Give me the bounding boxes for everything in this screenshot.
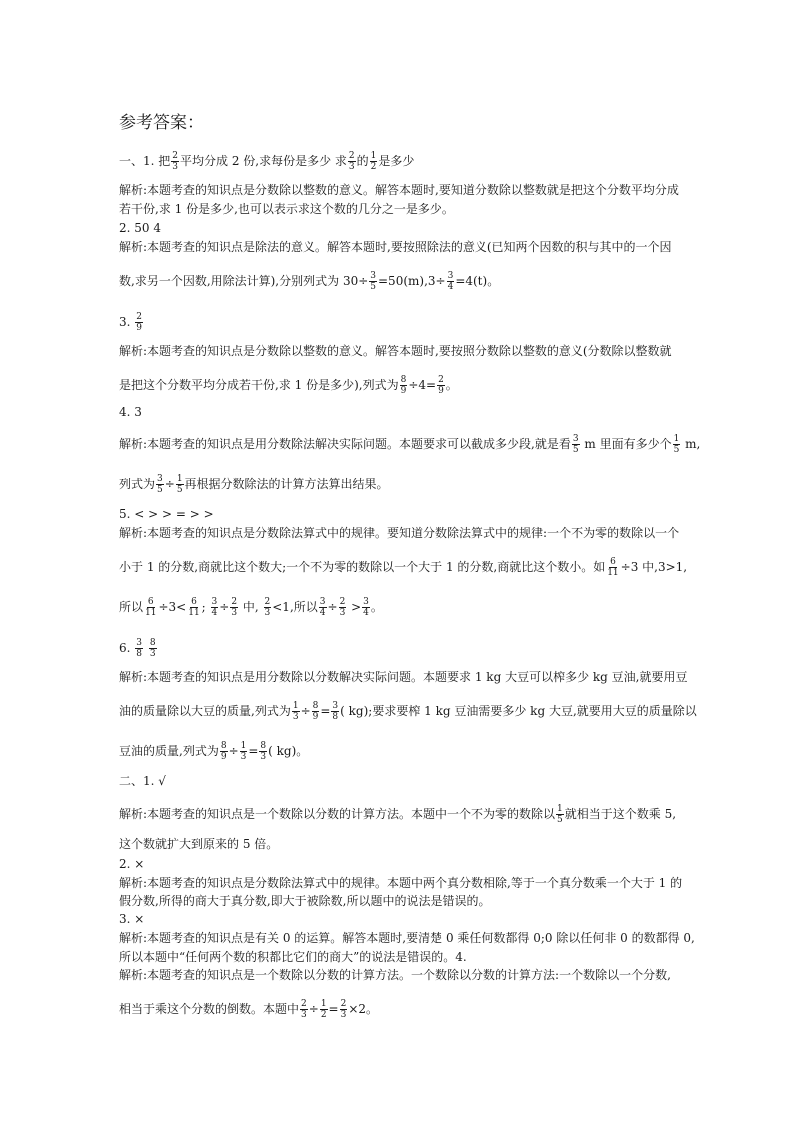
denominator: 3 (240, 752, 247, 762)
line-text: 二、1. √ (119, 774, 166, 788)
fraction (135, 638, 143, 659)
line-text: 解析:本题考查的知识点是有关 0 的运算。解答本题时,要清楚 0 乘任何数都得 0;0 除以任何非 0 的数都得 0, (119, 931, 695, 945)
fraction (144, 597, 157, 618)
line-text: ÷3 中,3>1, (620, 560, 688, 574)
text-line (119, 182, 679, 198)
numerator: 2 (172, 151, 178, 161)
fraction (400, 375, 408, 396)
denominator: 3 (301, 1010, 307, 1020)
fraction (211, 597, 219, 618)
fraction (187, 597, 200, 618)
line-text: <1,所以 (272, 600, 318, 614)
line-text: 豆油的质量,列式为 (119, 744, 219, 758)
fraction (437, 375, 445, 396)
line-text: 解析:本题考查的知识点是除法的意义。解答本题时,要按照除法的意义(已知两个因数的积与其中的一个因 (119, 240, 672, 254)
line-text: 所以 (119, 600, 144, 614)
fraction (370, 151, 378, 172)
text-line (119, 638, 158, 659)
line-text: 这个数就扩大到原来的 5 倍。 (119, 837, 279, 851)
line-text: 就相当于这个数乘 5, (564, 807, 677, 821)
text-line (119, 151, 414, 172)
line-text: 解析:本题考查的知识点是分数除法算式中的规律。要知道分数除法算式中的规律:一个不为零的数除以一个 (119, 526, 680, 540)
line-text: =50(m),3÷ (378, 274, 446, 288)
denominator: 11 (607, 568, 619, 578)
denominator: 9 (438, 386, 444, 396)
text-line (119, 343, 672, 359)
fraction (673, 434, 681, 455)
line-text: 。 (370, 600, 383, 614)
line-text: ×2。 (348, 1002, 379, 1016)
line-text: 3. (119, 315, 135, 329)
numerator: 3 (136, 638, 142, 648)
numerator: 3 (319, 597, 326, 607)
line-text: ÷ (228, 744, 239, 758)
text-line (119, 804, 676, 825)
denominator: 3 (339, 608, 346, 618)
numerator: 3 (447, 271, 454, 281)
text-line (119, 239, 672, 255)
text-line (119, 312, 144, 333)
denominator: 11 (145, 608, 157, 618)
denominator: 2 (370, 162, 377, 172)
denominator: 3 (172, 162, 178, 172)
fraction (240, 741, 248, 762)
text-line (119, 271, 499, 292)
text-line (119, 856, 144, 872)
line-text: ÷4= (408, 378, 437, 392)
line-text: 解析:本题考查的知识点是一个数除以分数的计算方法。一个数除以分数的计算方法:一个数除以一个分数, (119, 968, 671, 982)
numerator: 1 (176, 474, 183, 484)
numerator: 8 (260, 741, 267, 751)
line-text: > (347, 600, 362, 614)
numerator: 8 (400, 375, 407, 385)
text-line (119, 669, 687, 685)
numerator: 1 (673, 434, 680, 444)
fraction (331, 701, 339, 722)
text-line (119, 375, 458, 396)
fraction (149, 638, 157, 659)
line-text: 数,求另一个因数,用除法计算),分别列式为 30÷ (119, 274, 369, 288)
numerator: 2 (301, 999, 307, 1009)
numerator: 3 (363, 597, 369, 607)
numerator: 3 (157, 474, 163, 484)
line-text: 的 (356, 154, 369, 168)
line-text: 解析:本题考查的知识点是一个数除以分数的计算方法。本题中一个不为零的数除以 (119, 807, 556, 821)
text-line (119, 404, 142, 420)
page-title: 参考答案： (119, 113, 204, 133)
numerator: 2 (438, 375, 444, 385)
fraction (300, 999, 308, 1020)
text-line (119, 597, 383, 618)
line-text: 解析:本题考查的知识点是分数除以整数的意义。解答本题时,要知道分数除以整数就是把这个分数平均分成 (119, 183, 679, 197)
denominator: 3 (149, 649, 156, 659)
line-text: ÷ (327, 600, 338, 614)
denominator: 4 (319, 608, 326, 618)
line-text: =4(t)。 (455, 274, 500, 288)
denominator: 9 (400, 386, 407, 396)
text-line (119, 836, 278, 852)
line-text: = (328, 1002, 339, 1016)
text-line (119, 557, 687, 578)
numerator: 8 (149, 638, 156, 648)
line-text: 相当于乘这个分数的倒数。本题中 (119, 1002, 300, 1016)
text-line (119, 525, 679, 541)
fraction (312, 701, 320, 722)
fraction (339, 597, 347, 618)
numerator: 2 (348, 151, 355, 161)
line-text: 平均分成 2 份,求每份是多少 求 (180, 154, 347, 168)
fraction (447, 271, 455, 292)
fraction (264, 597, 272, 618)
line-text: m, (681, 437, 701, 451)
fraction (320, 999, 328, 1020)
text-line (119, 474, 389, 495)
text-line (119, 999, 378, 1020)
denominator: 3 (348, 162, 355, 172)
numerator: 1 (557, 804, 563, 814)
text-line (119, 949, 467, 965)
denominator: 4 (447, 282, 454, 292)
line-text: 解析:本题考查的知识点是用分数除法解决实际问题。本题要求可以截成多少段,就是看 (119, 437, 571, 451)
fraction (340, 999, 348, 1020)
line-text: m 里面有多少个 (580, 437, 672, 451)
fraction (171, 151, 179, 172)
denominator: 9 (312, 712, 319, 722)
fraction (135, 312, 143, 333)
numerator: 1 (292, 701, 299, 711)
denominator: 3 (264, 608, 271, 618)
fraction (176, 474, 184, 495)
denominator: 3 (340, 1010, 347, 1020)
denominator: 3 (260, 752, 267, 762)
denominator: 8 (136, 649, 142, 659)
denominator: 8 (332, 712, 339, 722)
denominator: 5 (370, 282, 376, 292)
line-text: 是多少 (378, 154, 415, 168)
numerator: 1 (370, 151, 377, 161)
denominator: 9 (136, 323, 142, 333)
numerator: 3 (572, 434, 579, 444)
denominator: 5 (673, 445, 680, 455)
line-text: 油的质量除以大豆的质量,列式为 (119, 704, 291, 718)
text-line (119, 893, 490, 909)
line-text: 一、1. 把 (119, 154, 171, 168)
line-text (144, 641, 148, 655)
line-text: 假分数,所得的商大于真分数,即大于被除数,所以题中的说法是错误的。 (119, 894, 491, 908)
fraction (348, 151, 356, 172)
line-text: 解析:本题考查的知识点是分数除以整数的意义。解答本题时,要按照分数除以整数的意义(分数除以整数就 (119, 344, 672, 358)
numerator: 2 (231, 597, 238, 607)
fraction (556, 804, 564, 825)
line-text: ÷ (300, 704, 311, 718)
line-text: 再根据分数除法的计算方法算出结果。 (184, 477, 389, 491)
numerator: 6 (610, 557, 616, 567)
fraction (220, 741, 228, 762)
text-line (119, 930, 695, 946)
numerator: 8 (312, 701, 319, 711)
line-text: 2. 50 4 (119, 221, 161, 235)
line-text: 中, (239, 600, 263, 614)
line-text: ( kg);要求要榨 1 kg 豆油需要多少 kg 大豆,就要用大豆的质量除以 (340, 704, 697, 718)
denominator: 3 (292, 712, 299, 722)
fraction (606, 557, 619, 578)
numerator: 3 (332, 701, 339, 711)
numerator: 8 (220, 741, 227, 751)
line-text: ÷ (164, 477, 175, 491)
line-text: ÷ (308, 1002, 319, 1016)
numerator: 2 (339, 597, 346, 607)
line-text: 若干份,求 1 份是多少,也可以表示求这个数的几分之一是多少。 (119, 202, 454, 216)
denominator: 5 (157, 485, 163, 495)
numerator: 3 (370, 271, 376, 281)
line-text: ; (201, 600, 210, 614)
fraction (319, 597, 327, 618)
text-line (119, 701, 697, 722)
line-text: 5. < > > = > > (119, 507, 214, 521)
numerator: 6 (191, 597, 197, 607)
numerator: 6 (147, 597, 154, 607)
line-text: 小于 1 的分数,商就比这个数大;一个不为零的数除以一个大于 1 的分数,商就比这个数小。如 (119, 560, 606, 574)
text-line (119, 773, 166, 789)
denominator: 3 (231, 608, 238, 618)
text-line (119, 434, 700, 455)
denominator: 4 (363, 608, 369, 618)
line-text: 列式为 (119, 477, 156, 491)
line-text: ÷ (219, 600, 230, 614)
line-text: 解析:本题考查的知识点是分数除法算式中的规律。本题中两个真分数相除,等于一个真分数乘一个大于 1 的 (119, 876, 683, 890)
line-text: 3. × (119, 912, 145, 926)
numerator: 2 (136, 312, 142, 322)
line-text: 。 (445, 378, 458, 392)
denominator: 11 (188, 608, 200, 618)
line-text: ÷3< (158, 600, 187, 614)
fraction (362, 597, 370, 618)
denominator: 9 (220, 752, 227, 762)
fraction (156, 474, 164, 495)
text-line (119, 875, 682, 891)
fraction (369, 271, 377, 292)
line-text: 6. (119, 641, 135, 655)
line-text: 所以本题中“任何两个数的积都比它们的商大”的说法是错误的。4. (119, 950, 467, 964)
fraction (230, 597, 238, 618)
numerator: 1 (240, 741, 247, 751)
text-line (119, 506, 214, 522)
numerator: 2 (264, 597, 271, 607)
line-text: 解析:本题考查的知识点是用分数除以分数解决实际问题。本题要求 1 kg 大豆可以榨多少 kg 豆油,就要用豆 (119, 670, 688, 684)
numerator: 2 (340, 999, 347, 1009)
line-text: = (320, 704, 331, 718)
text-line (119, 911, 144, 927)
text-line (119, 741, 308, 762)
fraction (259, 741, 267, 762)
line-text: 是把这个分数平均分成若干份,求 1 份是多少),列式为 (119, 378, 399, 392)
line-text: ( kg)。 (268, 744, 309, 758)
line-text: = (248, 744, 259, 758)
denominator: 5 (572, 445, 579, 455)
numerator: 1 (320, 999, 327, 1009)
text-line (119, 220, 161, 236)
denominator: 4 (211, 608, 218, 618)
text-line (119, 201, 454, 217)
text-line (119, 967, 671, 983)
line-text: 4. 3 (119, 405, 142, 419)
line-text: 2. × (119, 857, 145, 871)
fraction (292, 701, 300, 722)
denominator: 2 (320, 1010, 327, 1020)
denominator: 5 (557, 815, 563, 825)
numerator: 3 (211, 597, 218, 607)
denominator: 5 (176, 485, 183, 495)
fraction (572, 434, 580, 455)
